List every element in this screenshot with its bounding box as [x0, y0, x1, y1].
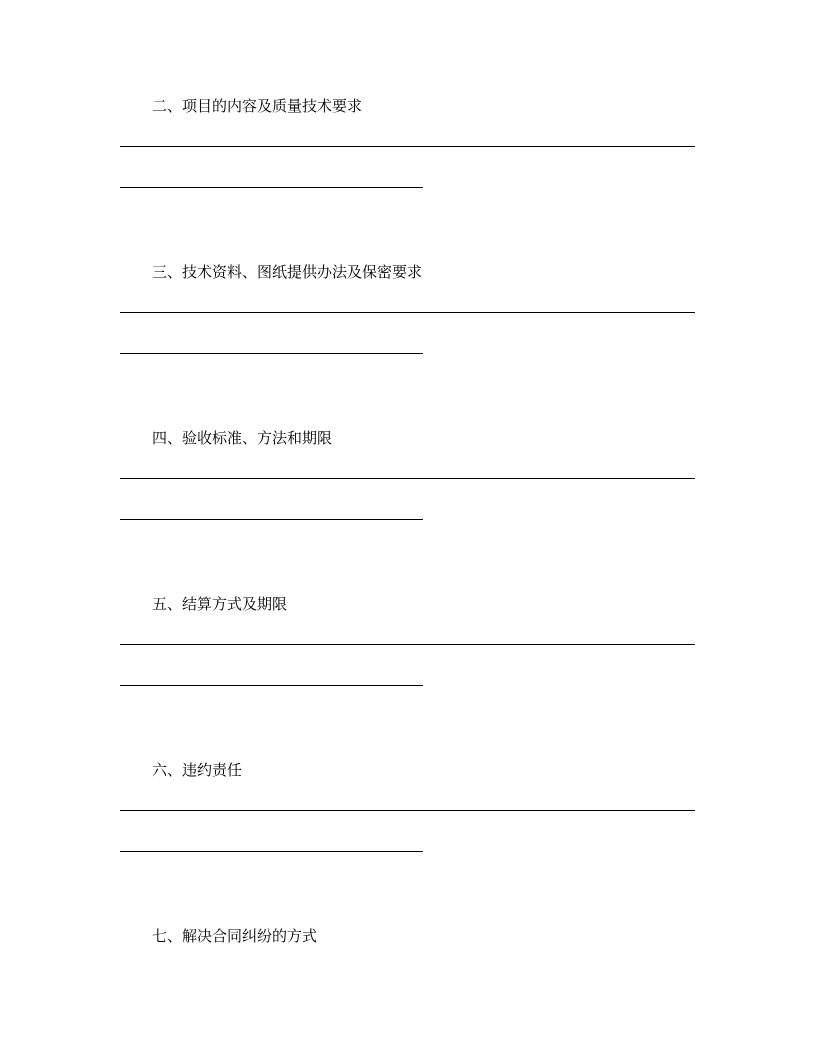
fill-in-line: [120, 644, 695, 645]
fill-in-line: [120, 478, 695, 479]
fill-in-line: [120, 353, 423, 354]
fill-in-line: [120, 851, 423, 852]
fill-in-line: [120, 187, 423, 188]
section-heading: 四、验收标准、方法和期限: [152, 429, 333, 447]
section-heading: 三、技术资料、图纸提供办法及保密要求: [152, 263, 423, 281]
section-heading: 五、结算方式及期限: [152, 595, 288, 613]
section-heading: 七、解决合同纠纷的方式: [152, 927, 318, 945]
fill-in-line: [120, 810, 695, 811]
fill-in-line: [120, 519, 423, 520]
fill-in-line: [120, 312, 695, 313]
fill-in-line: [120, 146, 695, 147]
section-heading: 二、项目的内容及质量技术要求: [152, 97, 363, 115]
fill-in-line: [120, 685, 423, 686]
section-heading: 六、违约责任: [152, 761, 243, 779]
